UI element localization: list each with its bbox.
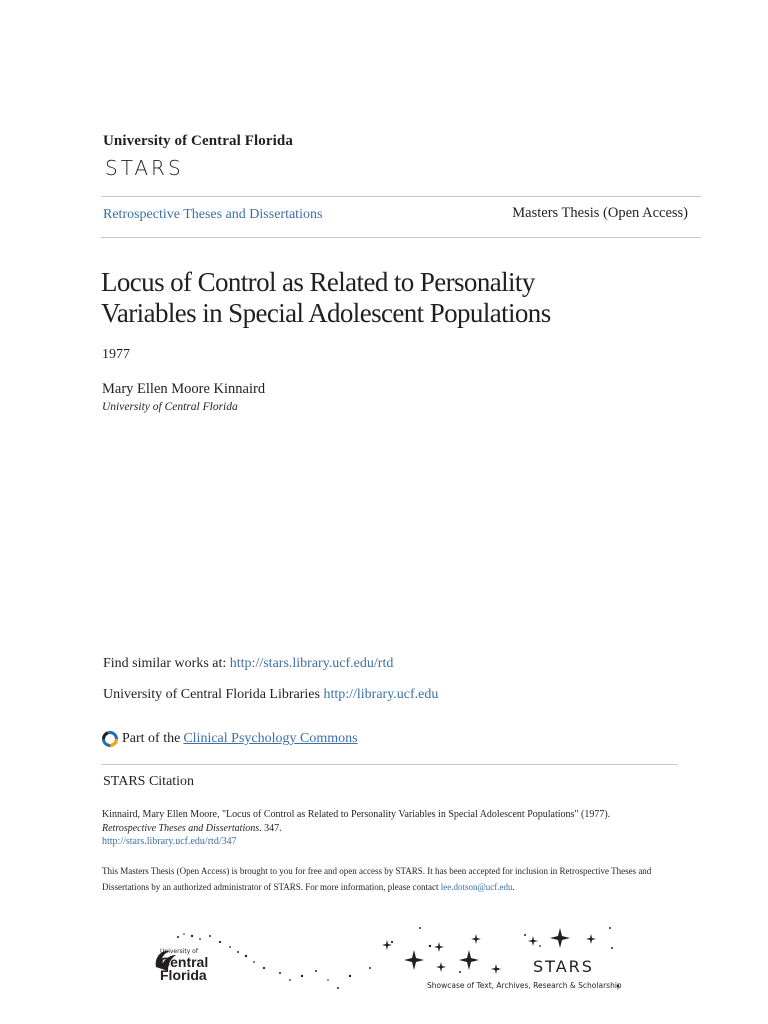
author-affiliation: University of Central Florida — [102, 401, 238, 413]
divider-top — [101, 196, 701, 197]
author-name: Mary Ellen Moore Kinnaird — [102, 381, 266, 397]
part-of-line — [101, 730, 358, 748]
citation-number: . 347. — [259, 822, 282, 834]
citation-series-line — [102, 822, 682, 836]
footer-tagline: Showcase of Text, Archives, Research & Scholarship — [427, 981, 622, 990]
citation-heading: STARS Citation — [103, 774, 195, 789]
creative-commons-network-icon — [101, 730, 119, 748]
title-line-2: Variables in Special Adolescent Populations — [101, 298, 551, 328]
title-line-1: Locus of Control as Related to Personality — [101, 267, 535, 297]
citation-series: Retrospective Theses and Dissertations — [102, 822, 260, 834]
similar-works — [103, 656, 393, 672]
notice-end: . — [512, 881, 515, 892]
contact-email-link[interactable]: lee.dotson@ucf.edu — [440, 881, 513, 892]
university-name: University of Central Florida — [103, 133, 293, 149]
stars-logo: STARS — [105, 156, 184, 180]
libraries-label: University of Central Florida Libraries — [103, 687, 324, 702]
citation-text: Kinnaird, Mary Ellen Moore, "Locus of Control as Related to Personality Variables in Special Adolescent Populations" (1977). — [102, 809, 611, 820]
publication-year: 1977 — [102, 347, 130, 362]
notice-text: This Masters Thesis (Open Access) is brought to you for free and open access by STARS. It has been accepted for inclusion in Retrospective Theses and Dissertations by an authorized administrator of STARS. For more information, please contact — [102, 866, 652, 892]
libraries-line — [103, 687, 438, 703]
thesis-title — [101, 267, 661, 329]
ucf-wordmark-line-2: Florida — [160, 967, 207, 983]
access-notice — [102, 864, 682, 895]
citation-block — [102, 808, 682, 849]
libraries-link[interactable]: http://library.ucf.edu — [323, 687, 439, 702]
footer-stars-logo: STARS — [533, 957, 594, 976]
collection-link[interactable]: Retrospective Theses and Dissertations — [103, 207, 323, 222]
ucf-logo-wordmark — [160, 956, 208, 982]
part-of-label: Part of the — [122, 731, 181, 746]
citation-divider — [101, 764, 678, 765]
citation-url[interactable]: http://stars.library.ucf.edu/rtd/347 — [102, 836, 237, 847]
similar-label: Find similar works at: — [103, 656, 230, 671]
clinical-psychology-commons-link[interactable]: Clinical Psychology Commons — [183, 731, 358, 746]
ucf-logo-small-text: University of — [160, 948, 198, 955]
similar-works-link[interactable]: http://stars.library.ucf.edu/rtd — [229, 656, 394, 671]
document-type: Masters Thesis (Open Access) — [512, 205, 688, 221]
divider-bottom — [101, 237, 701, 238]
ucf-wordmark-line-1: Central — [160, 954, 209, 970]
